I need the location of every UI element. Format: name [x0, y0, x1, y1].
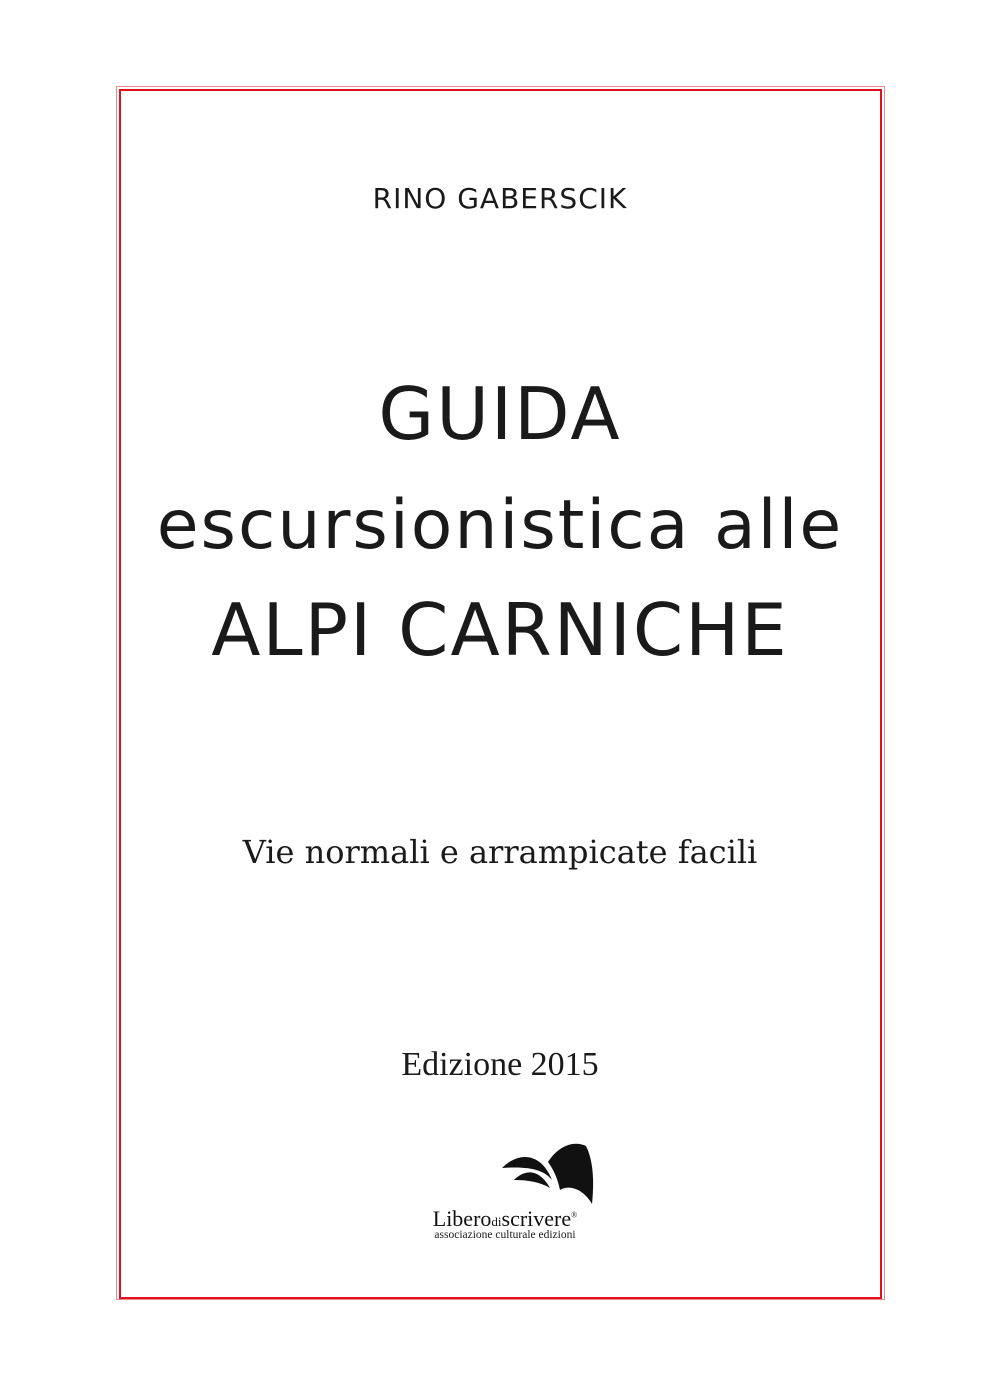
edition: Edizione 2015 [401, 1046, 599, 1083]
publisher-name-part: di [491, 1214, 502, 1229]
publisher-name-part: scrivere [501, 1206, 572, 1231]
subtitle: Vie normali e arrampicate facili [242, 833, 758, 871]
book-pages-icon [500, 1140, 596, 1206]
inner-border [119, 89, 882, 1299]
title-line-1: GUIDA [378, 372, 622, 456]
title-line-3: ALPI CARNICHE [211, 588, 789, 672]
publisher-tagline: associazione culturale edizioni [434, 1229, 576, 1241]
registered-mark: ® [571, 1210, 578, 1220]
publisher-logo [400, 1140, 610, 1241]
author-name: RINO GABERSCIK [372, 182, 628, 215]
publisher-name-part: Libero [432, 1206, 492, 1231]
title-line-2: escursionistica alle [156, 486, 844, 565]
